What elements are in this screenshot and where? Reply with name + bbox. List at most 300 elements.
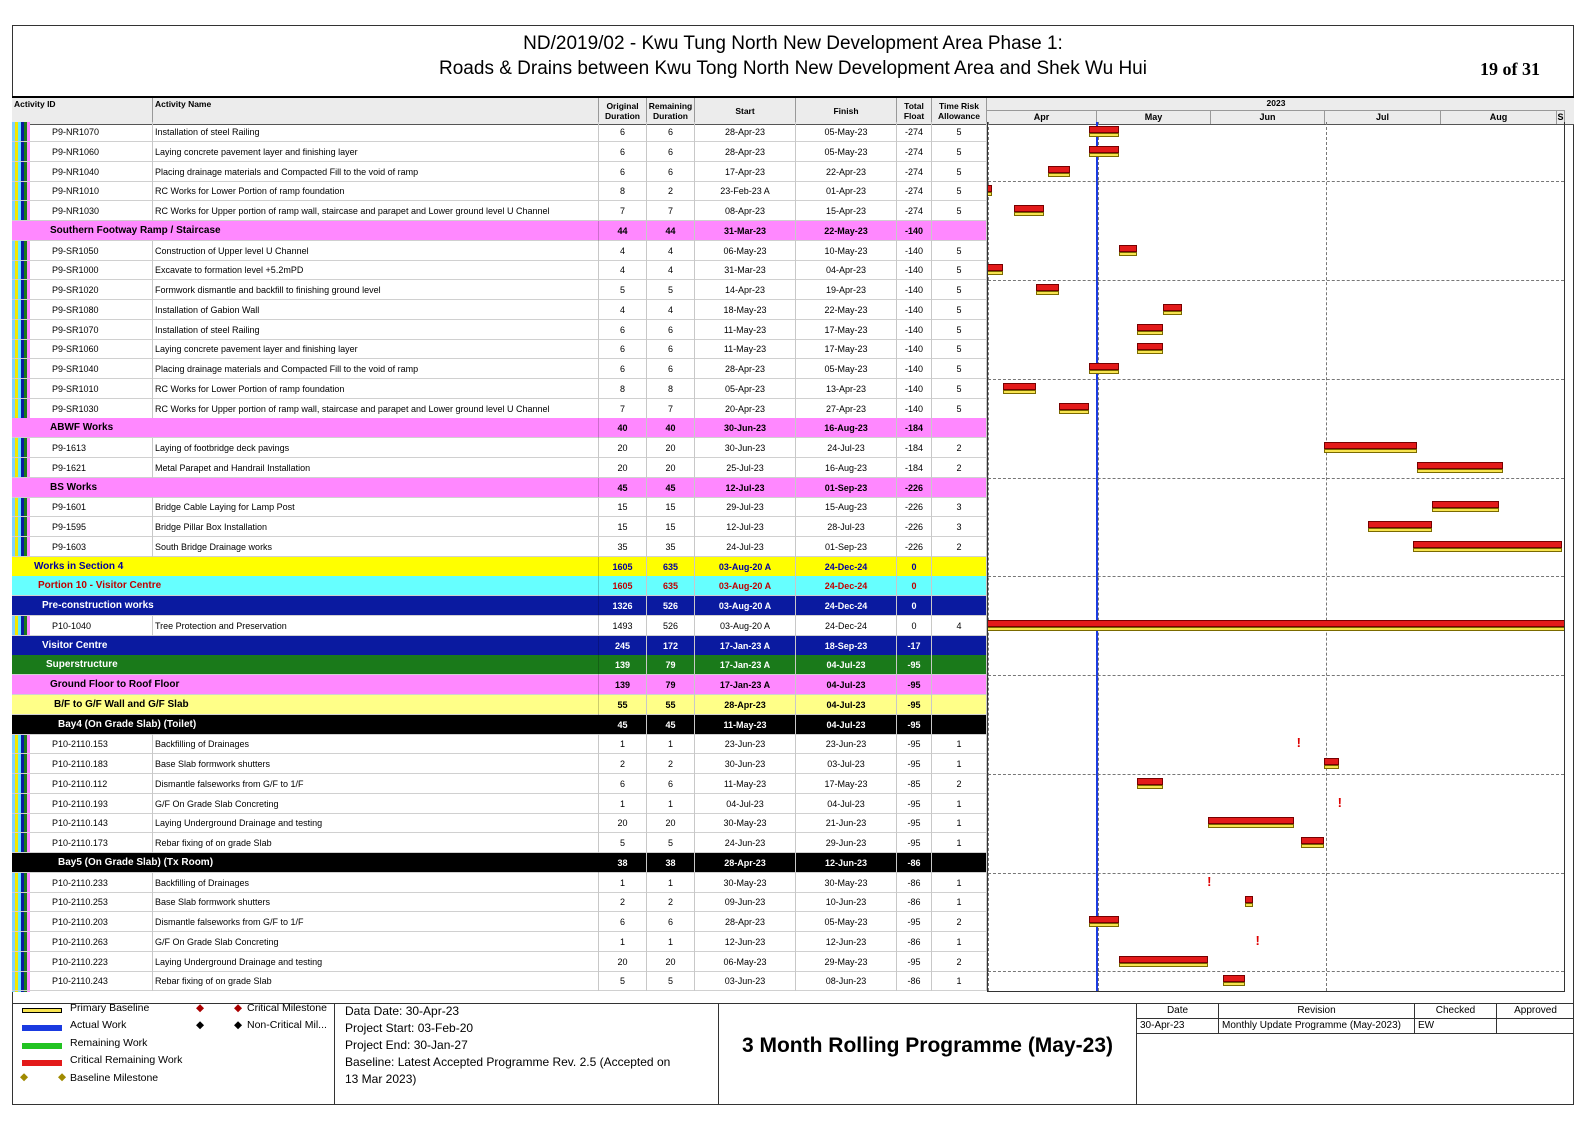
baseline-milestone-icon: ◆ xyxy=(58,1071,67,1083)
cell-od: 139 xyxy=(599,655,647,675)
critical-milestone-marker[interactable]: ! xyxy=(1296,735,1301,751)
cell-rd: 6 xyxy=(647,359,695,379)
grid-line xyxy=(1326,122,1327,991)
baseline-bar xyxy=(1324,765,1339,769)
critical-work-bar[interactable] xyxy=(1003,383,1037,390)
group-row[interactable] xyxy=(12,853,987,873)
critical-work-bar[interactable] xyxy=(1137,343,1163,350)
group-row[interactable] xyxy=(12,221,987,241)
cell-rd: 2 xyxy=(647,181,695,201)
cell-tf: -86 xyxy=(897,892,932,912)
cell-tra: 3 xyxy=(932,497,987,517)
cell-finish: 17-May-23 xyxy=(796,339,897,359)
gantt-chart xyxy=(987,122,1565,992)
cell-start: 08-Apr-23 xyxy=(695,201,796,221)
cell-name: RC Works for Lower Portion of ramp foundation xyxy=(153,379,599,399)
cell-start: 17-Apr-23 xyxy=(695,162,796,182)
group-row[interactable] xyxy=(12,675,987,695)
cell-finish: 17-May-23 xyxy=(796,774,897,794)
cell-start: 23-Jun-23 xyxy=(695,734,796,754)
table-row[interactable] xyxy=(12,892,987,912)
critical-work-bar[interactable] xyxy=(1036,284,1058,291)
critical-work-bar[interactable] xyxy=(1089,916,1119,923)
cell-start: 11-May-23 xyxy=(695,339,796,359)
cell-start: 23-Feb-23 A xyxy=(695,181,796,201)
table-row[interactable] xyxy=(12,300,987,320)
table-row[interactable] xyxy=(12,873,987,893)
baseline-bar xyxy=(1368,528,1431,532)
table-row[interactable] xyxy=(12,537,987,557)
critical-work-bar[interactable] xyxy=(1432,501,1499,508)
cell-name: Construction of Upper level U Channel xyxy=(153,241,599,261)
cell-rd: 172 xyxy=(647,636,695,656)
cell-id: P9-1595 xyxy=(12,517,153,537)
critical-work-bar[interactable] xyxy=(1137,778,1163,785)
table-row[interactable] xyxy=(12,162,987,182)
cell-od: 4 xyxy=(599,241,647,261)
cell-id: P10-2110.193 xyxy=(12,794,153,814)
cell-tf: -86 xyxy=(897,873,932,893)
cell-rd: 1 xyxy=(647,734,695,754)
revision-table xyxy=(1137,1004,1574,1104)
cell-tra: 2 xyxy=(932,774,987,794)
cell-od: 2 xyxy=(599,892,647,912)
cell-tra: 5 xyxy=(932,300,987,320)
cell-id: P10-2110.203 xyxy=(12,912,153,932)
table-row[interactable] xyxy=(12,932,987,952)
table-row[interactable] xyxy=(12,280,987,300)
timeline-month: Apr xyxy=(987,110,1097,124)
group-row[interactable] xyxy=(12,715,987,735)
page-title-line2: Roads & Drains between Kwu Tong North New Development Area and Shek Wu Hui xyxy=(439,58,1147,79)
cell-tf: -95 xyxy=(897,813,932,833)
cell-start: 06-May-23 xyxy=(695,241,796,261)
cell-finish: 05-May-23 xyxy=(796,912,897,932)
table-row[interactable] xyxy=(12,952,987,972)
critical-work-bar[interactable] xyxy=(1324,758,1339,765)
critical-work-bar[interactable] xyxy=(987,264,1003,271)
cell-id: P10-1040 xyxy=(12,616,153,636)
grid-line xyxy=(988,181,1564,182)
cell-finish: 24-Dec-24 xyxy=(796,557,897,577)
cell-name: Dismantle falseworks from G/F to 1/F xyxy=(153,912,599,932)
grid-line xyxy=(988,379,1564,380)
cell-finish: 04-Jul-23 xyxy=(796,695,897,715)
cell-tra: 5 xyxy=(932,201,987,221)
cell-tf: -95 xyxy=(897,952,932,972)
project-start: Project Start: 03-Feb-20 xyxy=(345,1021,474,1035)
cell-tf: -95 xyxy=(897,675,932,695)
cell-name: Portion 10 - Visitor Centre xyxy=(12,576,599,596)
table-row[interactable] xyxy=(12,379,987,399)
table-row[interactable] xyxy=(12,912,987,932)
critical-work-bar[interactable] xyxy=(987,185,992,192)
critical-swatch xyxy=(22,1060,62,1066)
critical-work-bar[interactable] xyxy=(1089,363,1119,370)
cell-finish: 12-Jun-23 xyxy=(796,853,897,873)
group-row[interactable] xyxy=(12,636,987,656)
cell-start: 11-May-23 xyxy=(695,715,796,735)
cell-tf: -86 xyxy=(897,971,932,991)
cell-finish: 05-May-23 xyxy=(796,142,897,162)
critical-work-bar[interactable] xyxy=(1119,956,1209,963)
page-number: 19 of 31 xyxy=(1480,59,1540,79)
cell-name: Base Slab formwork shutters xyxy=(153,892,599,912)
cell-name: Installation of steel Railing xyxy=(153,320,599,340)
cell-start: 17-Jan-23 A xyxy=(695,655,796,675)
critical-work-bar[interactable] xyxy=(987,620,1565,627)
cell-tra: 5 xyxy=(932,339,987,359)
timeline-month: Jun xyxy=(1211,110,1325,124)
cell-od: 1605 xyxy=(599,557,647,577)
cell-name: G/F On Grade Slab Concreting xyxy=(153,932,599,952)
timeline-month: Jul xyxy=(1325,110,1441,124)
timeline-year: 2023 xyxy=(987,98,1565,111)
group-row[interactable] xyxy=(12,576,987,596)
column-header-original-duration[interactable]: Original Duration xyxy=(599,98,647,124)
critical-work-bar[interactable] xyxy=(1301,837,1323,844)
grid-line xyxy=(988,478,1564,479)
legend-actual-work: Actual Work xyxy=(70,1019,127,1031)
critical-work-bar[interactable] xyxy=(1417,462,1503,469)
page-title-line1: ND/2019/02 - Kwu Tung North New Development Area Phase 1: xyxy=(523,33,1063,54)
cell-name: Bridge Pillar Box Installation xyxy=(153,517,599,537)
cell-start: 30-Jun-23 xyxy=(695,754,796,774)
cell-od: 55 xyxy=(599,695,647,715)
cell-start: 29-Jul-23 xyxy=(695,497,796,517)
table-row[interactable] xyxy=(12,320,987,340)
cell-start: 30-May-23 xyxy=(695,873,796,893)
cell-id: P10-2110.263 xyxy=(12,932,153,952)
cell-od: 1 xyxy=(599,932,647,952)
baseline-bar xyxy=(1089,370,1119,374)
cell-tra xyxy=(932,675,987,695)
cell-finish: 28-Jul-23 xyxy=(796,517,897,537)
cell-start: 04-Jul-23 xyxy=(695,794,796,814)
table-row[interactable] xyxy=(12,813,987,833)
cell-start: 17-Jan-23 A xyxy=(695,675,796,695)
cell-rd: 2 xyxy=(647,754,695,774)
cell-od: 6 xyxy=(599,142,647,162)
cell-rd: 6 xyxy=(647,122,695,142)
table-row[interactable] xyxy=(12,142,987,162)
cell-tra: 5 xyxy=(932,399,987,419)
column-header-activity-name[interactable]: Activity Name xyxy=(153,98,599,124)
cell-rd: 44 xyxy=(647,221,695,241)
cell-finish: 04-Apr-23 xyxy=(796,260,897,280)
table-row[interactable] xyxy=(12,399,987,419)
cell-od: 15 xyxy=(599,517,647,537)
cell-finish: 10-Jun-23 xyxy=(796,892,897,912)
group-row[interactable] xyxy=(12,418,987,438)
cell-name: Rebar fixing of on grade Slab xyxy=(153,971,599,991)
cell-name: Laying concrete pavement layer and finishing layer xyxy=(153,142,599,162)
critical-work-bar[interactable] xyxy=(1048,166,1070,173)
table-row[interactable] xyxy=(12,438,987,458)
critical-work-bar[interactable] xyxy=(1208,817,1294,824)
table-row[interactable] xyxy=(12,497,987,517)
table-row[interactable] xyxy=(12,359,987,379)
table-row[interactable] xyxy=(12,339,987,359)
baseline-bar xyxy=(1119,252,1138,256)
critical-work-bar[interactable] xyxy=(1059,403,1089,410)
remaining-swatch xyxy=(22,1043,62,1049)
cell-start: 03-Aug-20 A xyxy=(695,557,796,577)
table-row[interactable] xyxy=(12,260,987,280)
group-row[interactable] xyxy=(12,557,987,577)
critical-work-bar[interactable] xyxy=(1368,521,1431,528)
baseline-bar xyxy=(1413,548,1562,552)
cell-rd: 40 xyxy=(647,418,695,438)
cell-od: 40 xyxy=(599,418,647,438)
cell-rd: 6 xyxy=(647,774,695,794)
cell-tra: 2 xyxy=(932,458,987,478)
cell-id: P9-1613 xyxy=(12,438,153,458)
column-header-activity-id[interactable]: Activity ID xyxy=(12,98,153,124)
cell-tf: -86 xyxy=(897,932,932,952)
cell-tra: 5 xyxy=(932,260,987,280)
cell-rd: 8 xyxy=(647,379,695,399)
cell-id: P10-2110.243 xyxy=(12,971,153,991)
table-row[interactable] xyxy=(12,201,987,221)
cell-tra xyxy=(932,478,987,498)
cell-start: 20-Apr-23 xyxy=(695,399,796,419)
cell-tra: 2 xyxy=(932,438,987,458)
baseline-bar xyxy=(1245,903,1252,907)
critical-milestone-marker[interactable]: ! xyxy=(1337,794,1342,810)
cell-tra: 2 xyxy=(932,912,987,932)
baseline-bar xyxy=(1208,824,1294,828)
cell-name: South Bridge Drainage works xyxy=(153,537,599,557)
critical-milestone-icon: ◆ xyxy=(234,1002,243,1014)
critical-work-bar[interactable] xyxy=(1324,442,1417,449)
cell-tra xyxy=(932,221,987,241)
column-header-remaining-duration[interactable]: Remaining Duration xyxy=(647,98,695,124)
table-row[interactable] xyxy=(12,794,987,814)
baseline-bar xyxy=(1119,963,1209,967)
cell-start: 09-Jun-23 xyxy=(695,892,796,912)
cell-name: Ground Floor to Roof Floor xyxy=(12,675,599,695)
programme-title: 3 Month Rolling Programme (May-23) xyxy=(741,1034,1114,1057)
cell-tra xyxy=(932,418,987,438)
cell-finish: 04-Jul-23 xyxy=(796,675,897,695)
cell-id: P9-NR1030 xyxy=(12,201,153,221)
critical-work-bar[interactable] xyxy=(1223,975,1245,982)
cell-rd: 79 xyxy=(647,675,695,695)
group-row[interactable] xyxy=(12,596,987,616)
grid-line xyxy=(988,576,1564,577)
critical-work-bar[interactable] xyxy=(1089,126,1119,133)
cell-start: 03-Aug-20 A xyxy=(695,576,796,596)
table-row[interactable] xyxy=(12,774,987,794)
cell-id: P9-SR1050 xyxy=(12,241,153,261)
cell-start: 28-Apr-23 xyxy=(695,359,796,379)
cell-od: 6 xyxy=(599,122,647,142)
table-row[interactable] xyxy=(12,517,987,537)
cell-tf: -95 xyxy=(897,794,932,814)
cell-name: G/F On Grade Slab Concreting xyxy=(153,794,599,814)
revision-header-revision: Revision xyxy=(1219,1004,1415,1019)
cell-id: P9-NR1070 xyxy=(12,122,153,142)
table-row[interactable] xyxy=(12,241,987,261)
critical-work-bar[interactable] xyxy=(1163,304,1182,311)
grid-line xyxy=(1098,122,1099,991)
cell-name: Backfilling of Drainages xyxy=(153,873,599,893)
cell-finish: 04-Jul-23 xyxy=(796,794,897,814)
group-row[interactable] xyxy=(12,695,987,715)
group-row[interactable] xyxy=(12,655,987,675)
revision-header-date: Date xyxy=(1137,1004,1219,1019)
cell-finish: 01-Sep-23 xyxy=(796,478,897,498)
cell-finish: 22-May-23 xyxy=(796,221,897,241)
cell-od: 2 xyxy=(599,754,647,774)
table-row[interactable] xyxy=(12,833,987,853)
critical-work-bar[interactable] xyxy=(1245,896,1252,903)
cell-od: 44 xyxy=(599,221,647,241)
cell-finish: 13-Apr-23 xyxy=(796,379,897,399)
timeline-month: Aug xyxy=(1441,110,1557,124)
table-row[interactable] xyxy=(12,754,987,774)
cell-tf: -95 xyxy=(897,754,932,774)
cell-finish: 19-Apr-23 xyxy=(796,280,897,300)
baseline-bar xyxy=(1137,331,1163,335)
cell-od: 20 xyxy=(599,952,647,972)
cell-finish: 27-Apr-23 xyxy=(796,399,897,419)
cell-tra xyxy=(932,655,987,675)
cell-name: ABWF Works xyxy=(12,418,599,438)
cell-tf: -95 xyxy=(897,695,932,715)
cell-od: 1 xyxy=(599,794,647,814)
baseline-bar xyxy=(1059,410,1089,414)
cell-id: P9-NR1010 xyxy=(12,181,153,201)
cell-od: 15 xyxy=(599,497,647,517)
cell-tf: -184 xyxy=(897,418,932,438)
critical-work-bar[interactable] xyxy=(1014,205,1044,212)
cell-name: Dismantle falseworks from G/F to 1/F xyxy=(153,774,599,794)
cell-name: RC Works for Lower Portion of ramp foundation xyxy=(153,181,599,201)
cell-tra xyxy=(932,695,987,715)
cell-rd: 55 xyxy=(647,695,695,715)
cell-tf: -226 xyxy=(897,497,932,517)
cell-start: 11-May-23 xyxy=(695,774,796,794)
cell-start: 24-Jun-23 xyxy=(695,833,796,853)
cell-rd: 79 xyxy=(647,655,695,675)
cell-rd: 635 xyxy=(647,576,695,596)
baseline-bar xyxy=(1324,449,1417,453)
cell-tra: 1 xyxy=(932,754,987,774)
column-header-start[interactable]: Start xyxy=(695,98,796,124)
cell-od: 6 xyxy=(599,912,647,932)
cell-tf: 0 xyxy=(897,616,932,636)
cell-start: 14-Apr-23 xyxy=(695,280,796,300)
cell-name: Pre-construction works xyxy=(12,596,599,616)
critical-milestone-marker[interactable]: ! xyxy=(1255,932,1260,948)
cell-tra: 1 xyxy=(932,873,987,893)
cell-id: P9-SR1040 xyxy=(12,359,153,379)
footer xyxy=(12,1003,1574,1106)
cell-start: 05-Apr-23 xyxy=(695,379,796,399)
cell-name: Bay5 (On Grade Slab) (Tx Room) xyxy=(12,853,599,873)
cell-name: Laying Underground Drainage and testing xyxy=(153,952,599,972)
column-header-time-risk[interactable]: Time Risk Allowance xyxy=(932,98,987,124)
critical-milestone-marker[interactable]: ! xyxy=(1207,873,1212,889)
cell-tra xyxy=(932,557,987,577)
actual-swatch xyxy=(22,1025,62,1031)
baseline-bar xyxy=(987,192,992,196)
cell-od: 1493 xyxy=(599,616,647,636)
cell-od: 20 xyxy=(599,813,647,833)
cell-name: Installation of Gabion Wall xyxy=(153,300,599,320)
critical-work-bar[interactable] xyxy=(1137,324,1163,331)
cell-tf: -140 xyxy=(897,300,932,320)
table-row[interactable] xyxy=(12,616,987,636)
baseline-info-1: Baseline: Latest Accepted Programme Rev. 2.5 (Accepted on xyxy=(345,1055,671,1069)
table-row[interactable] xyxy=(12,971,987,991)
group-row[interactable] xyxy=(12,478,987,498)
cell-tra: 1 xyxy=(932,734,987,754)
cell-start: 12-Jul-23 xyxy=(695,517,796,537)
cell-start: 25-Jul-23 xyxy=(695,458,796,478)
noncritical-milestone-icon: ◆ xyxy=(196,1019,205,1031)
cell-rd: 5 xyxy=(647,833,695,853)
legend-noncritical-milestone: Non-Critical Mil... xyxy=(247,1019,327,1031)
baseline-bar xyxy=(1089,133,1119,137)
cell-start: 03-Aug-20 A xyxy=(695,616,796,636)
baseline-info-2: 13 Mar 2023) xyxy=(345,1072,417,1086)
cell-finish: 24-Jul-23 xyxy=(796,438,897,458)
table-row[interactable] xyxy=(12,122,987,142)
cell-id: P9-SR1080 xyxy=(12,300,153,320)
critical-work-bar[interactable] xyxy=(1119,245,1138,252)
critical-work-bar[interactable] xyxy=(1413,541,1562,548)
cell-tf: 0 xyxy=(897,576,932,596)
cell-name: Bridge Cable Laying for Lamp Post xyxy=(153,497,599,517)
cell-tf: -140 xyxy=(897,399,932,419)
table-row[interactable] xyxy=(12,458,987,478)
cell-tf: -140 xyxy=(897,241,932,261)
cell-id: P9-SR1070 xyxy=(12,320,153,340)
cell-rd: 6 xyxy=(647,162,695,182)
cell-rd: 6 xyxy=(647,912,695,932)
legend-primary-baseline: Primary Baseline xyxy=(70,1002,150,1014)
grid-line xyxy=(988,774,1564,775)
baseline-bar xyxy=(1223,982,1245,986)
grid-line xyxy=(988,122,989,991)
table-row[interactable] xyxy=(12,734,987,754)
data-date: Data Date: 30-Apr-23 xyxy=(345,1004,460,1018)
legend-critical-milestone: Critical Milestone xyxy=(247,1002,327,1014)
cell-name: BS Works xyxy=(12,478,599,498)
column-header-total-float[interactable]: Total Float xyxy=(897,98,932,124)
cell-rd: 635 xyxy=(647,557,695,577)
cell-start: 17-Jan-23 A xyxy=(695,636,796,656)
cell-tra: 5 xyxy=(932,162,987,182)
table-row[interactable] xyxy=(12,181,987,201)
date-info xyxy=(335,1004,719,1104)
cell-tf: -274 xyxy=(897,122,932,142)
cell-tra: 2 xyxy=(932,537,987,557)
cell-rd: 6 xyxy=(647,339,695,359)
cell-rd: 7 xyxy=(647,201,695,221)
cell-id: P9-1601 xyxy=(12,497,153,517)
legend-baseline-milestone: Baseline Milestone xyxy=(70,1072,159,1084)
critical-work-bar[interactable] xyxy=(1089,146,1119,153)
column-header-finish[interactable]: Finish xyxy=(796,98,897,124)
cell-start: 30-May-23 xyxy=(695,813,796,833)
cell-od: 1605 xyxy=(599,576,647,596)
baseline-bar xyxy=(1003,390,1037,394)
cell-tra: 3 xyxy=(932,517,987,537)
